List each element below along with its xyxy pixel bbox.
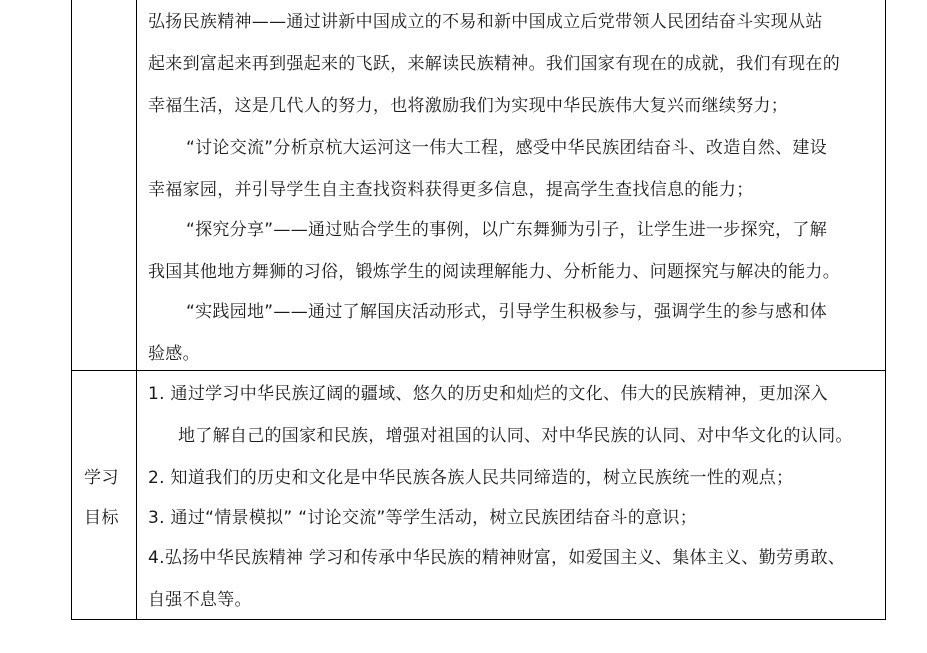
- objective-item: 2. 知道我们的历史和文化是中华民族各族人民共同缔造的，树立民族统一性的观点；: [148, 468, 794, 488]
- paragraph-line: 起来到富起来再到强起来的飞跃，来解读民族精神。我们国家有现在的成就，我们有现在的: [148, 54, 840, 74]
- table-right-border: [885, 0, 886, 620]
- objective-item: 3. 通过“情景模拟” “讨论交流”等学生活动，树立民族团结奋斗的意识；: [148, 508, 698, 528]
- paragraph-line: 幸福家园，并引导学生自主查找资料获得更多信息，提高学生查找信息的能力；: [148, 180, 754, 200]
- paragraph-line: 我国其他地方舞狮的习俗，锻炼学生的阅读理解能力、分析能力、问题探究与解决的能力。: [148, 262, 840, 282]
- row-divider: [71, 370, 886, 371]
- paragraph-line: 弘扬民族精神——通过讲新中国成立的不易和新中国成立后党带领人民团结奋斗实现从站: [148, 12, 823, 32]
- paragraph-line: 幸福生活，这是几代人的努力，也将激励我们为实现中华民族伟大复兴而继续努力；: [148, 96, 789, 116]
- paragraph-line: “讨论交流”分析京杭大运河这一伟大工程，感受中华民族团结奋斗、改造自然、建设: [186, 138, 828, 158]
- table-left-border: [71, 0, 72, 620]
- paragraph-line: “探究分享”——通过贴合学生的事例，以广东舞狮为引子，让学生进一步探究，了解: [186, 220, 828, 240]
- table-column-divider: [136, 0, 137, 620]
- objectives-label: 目标: [84, 508, 119, 528]
- paragraph-line: 验感。: [148, 344, 200, 364]
- objective-item: 1. 通过学习中华民族辽阔的疆域、悠久的历史和灿烂的文化、伟大的民族精神，更加深入: [148, 384, 828, 404]
- objective-item: 地了解自己的国家和民族，增强对祖国的认同、对中华民族的认同、对中华文化的认同。: [178, 426, 853, 446]
- objective-item: 自强不息等。: [148, 590, 252, 610]
- paragraph-line: “实践园地”——通过了解国庆活动形式，引导学生积极参与，强调学生的参与感和体: [186, 302, 828, 322]
- table-bottom-border: [71, 619, 886, 620]
- objectives-label: 学习: [84, 468, 119, 488]
- objective-item: 4.弘扬中华民族精神 学习和传承中华民族的精神财富，如爱国主义、集体主义、勤劳勇敢、: [148, 548, 846, 568]
